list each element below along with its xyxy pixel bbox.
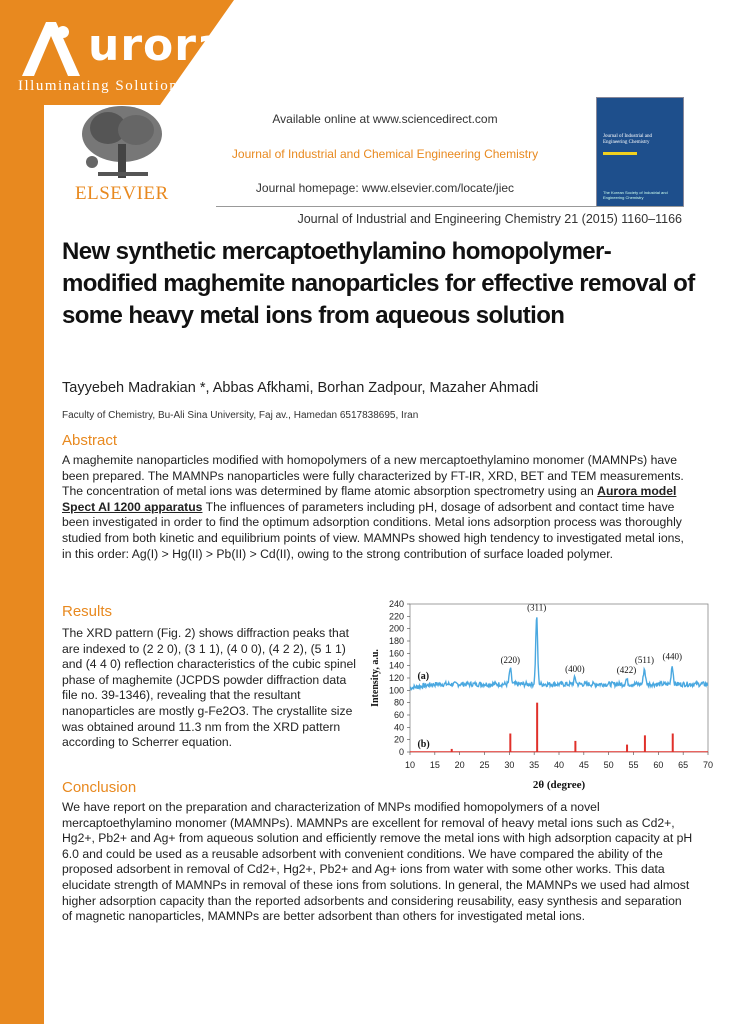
journal-homepage: Journal homepage: www.elsevier.com/locate/jiec — [255, 181, 515, 195]
y-tick-label: 80 — [393, 697, 404, 708]
x-axis-label: 2θ (degree) — [532, 779, 586, 791]
y-axis-label: Intensity, a.u. — [370, 649, 381, 707]
conclusion-heading: Conclusion — [62, 779, 137, 796]
abstract-text-2: The influences of parameters including pH, dosage of adsorbent and contact time have been investigated in order to find the optimum adsorption conditions. Metal ions adsorption process was thoroughly studied from both kinetic and equilibrium points of view. MAMNPs showed high tendency to investigated metal ions, in this order: Ag(I) > Hg(II) > Pb(II) > Cd(II), owing to the strong contribution of surface loaded polymer. — [62, 499, 684, 561]
elsevier-tree-icon — [78, 104, 166, 184]
results-heading: Results — [62, 603, 113, 620]
x-tick-label: 35 — [529, 760, 540, 770]
y-tick-label: 160 — [388, 648, 404, 659]
affiliation: Faculty of Chemistry, Bu-Ali Sina University, Faj av., Hamedan 6517838695, Iran — [62, 410, 419, 421]
x-tick-label: 60 — [653, 760, 664, 770]
x-tick-label: 25 — [479, 760, 490, 770]
peak-label: (311) — [527, 602, 547, 613]
abstract-highlight: Aurora model Spect AI 1200 apparatus — [62, 484, 677, 514]
y-tick-label: 240 — [388, 599, 404, 609]
x-tick-label: 50 — [603, 760, 614, 770]
x-tick-label: 70 — [702, 760, 714, 770]
brand-name: urora — [88, 20, 228, 71]
x-tick-label: 40 — [553, 760, 565, 770]
citation: Journal of Industrial and Engineering Chemistry 21 (2015) 1160–1166 — [297, 212, 682, 226]
peak-label: (440) — [662, 651, 682, 662]
peak-label: (400) — [565, 664, 585, 674]
y-tick-label: 0 — [398, 747, 404, 757]
peak-label: (422) — [616, 665, 637, 676]
y-tick-label: 100 — [388, 685, 404, 696]
plot-frame — [410, 604, 708, 752]
header-divider — [216, 206, 684, 207]
available-online: Available online at www.sciencedirect.com — [272, 112, 498, 126]
y-tick-label: 140 — [388, 660, 404, 671]
x-tick-label: 20 — [454, 760, 465, 770]
abstract-text-1: A maghemite nanoparticles modified with homopolymers of a new mercaptoethylamino monomer (MAMNPs) have been prepared. The MAMNPs nanoparticles were fully characterized by FT-IR, XRD, BET and TEM measurements. The concentration of metal ions was determined by flame atomic absorption spectrometry using an — [62, 453, 684, 499]
cover-bar — [603, 152, 637, 155]
y-tick-label: 200 — [388, 623, 404, 634]
cover-footer: The Korean Society of Industrial and Engineering Chemistry — [603, 190, 668, 200]
aurora-logo — [16, 18, 246, 100]
journal-cover — [596, 97, 684, 207]
x-tick-label: 15 — [429, 760, 440, 770]
results-text: The XRD pattern (Fig. 2) shows diffraction peaks that are indexed to (2 2 0), (3 1 1), (4 0 0), (4 2 2), (5 1 1) and (4 4 0) reflection characteristics of the cubic spinel phase of maghemite (JCPDS powder diffraction data file no. 39-1346), revealing that the resultant nanoparticles are mostly g-Fe2O3. The crystallite size was obtained around 11.3 nm from the XRD pattern according to Scherrer equation. — [62, 626, 356, 750]
aurora-a-icon — [16, 18, 96, 80]
x-tick-label: 55 — [628, 760, 639, 770]
peak-label: (220) — [500, 654, 521, 665]
y-tick-label: 220 — [388, 611, 404, 622]
series-a-label: (a) — [417, 671, 430, 683]
publisher-logo-text: ELSEVIER — [75, 183, 169, 204]
y-tick-label: 40 — [393, 722, 404, 733]
y-tick-label: 60 — [393, 710, 404, 720]
conclusion-text: We have report on the preparation and characterization of MNPs modified homopolymers of a novel mercaptoethylamino monomer (MAMNPs). MAMNPs are excellent for removal of heavy metal ions such as Cd2+, Hg2+, Pb2+ and Ag+ from aqueous solution and efficiently remove the metal ions with high adsorption capacity at pH 6.0 and could be used as a reusable adsorbent with convenient conditions. We have compared the ability of the proposed adsorbent in removal of Cd2+, Hg2+, Pb2+ and Ag+ ions from water with some other works. This data elucidate strength of MAMNPs in removal of these ions from solutions. In general, the MAMNPs we used had almost higher adsorption capacity than the reported adsorbents and considering reusability, easy synthesis and separation of magnetic nanoparticles, MAMNPs are better adsorbent than others for investigated metal ions. — [62, 800, 693, 924]
brand-tagline: Illuminating Solutions — [18, 78, 186, 94]
y-tick-label: 180 — [388, 636, 404, 646]
x-tick-label: 65 — [678, 760, 689, 770]
authors: Tayyebeh Madrakian *, Abbas Afkhami, Borhan Zadpour, Mazaher Ahmadi — [62, 380, 539, 396]
y-tick-label: 120 — [388, 673, 404, 683]
x-tick-label: 10 — [404, 760, 416, 770]
abstract-heading: Abstract — [62, 432, 118, 449]
abstract-text — [62, 453, 694, 562]
y-tick-label: 20 — [393, 734, 404, 745]
x-tick-label: 45 — [578, 760, 589, 770]
cover-title: Journal of Industrial and Engineering Chemistry — [603, 134, 653, 145]
journal-name: Journal of Industrial and Chemical Engineering Chemistry — [231, 147, 539, 161]
article-title: New synthetic mercaptoethylamino homopolymer-modified maghemite nanoparticles for effective removal of some heavy metal ions from aqueous solution — [62, 238, 695, 329]
x-tick-label: 30 — [504, 760, 515, 770]
peak-label: (511) — [634, 654, 655, 665]
xrd-chart — [366, 596, 716, 796]
series-b-label: (b) — [417, 739, 430, 751]
